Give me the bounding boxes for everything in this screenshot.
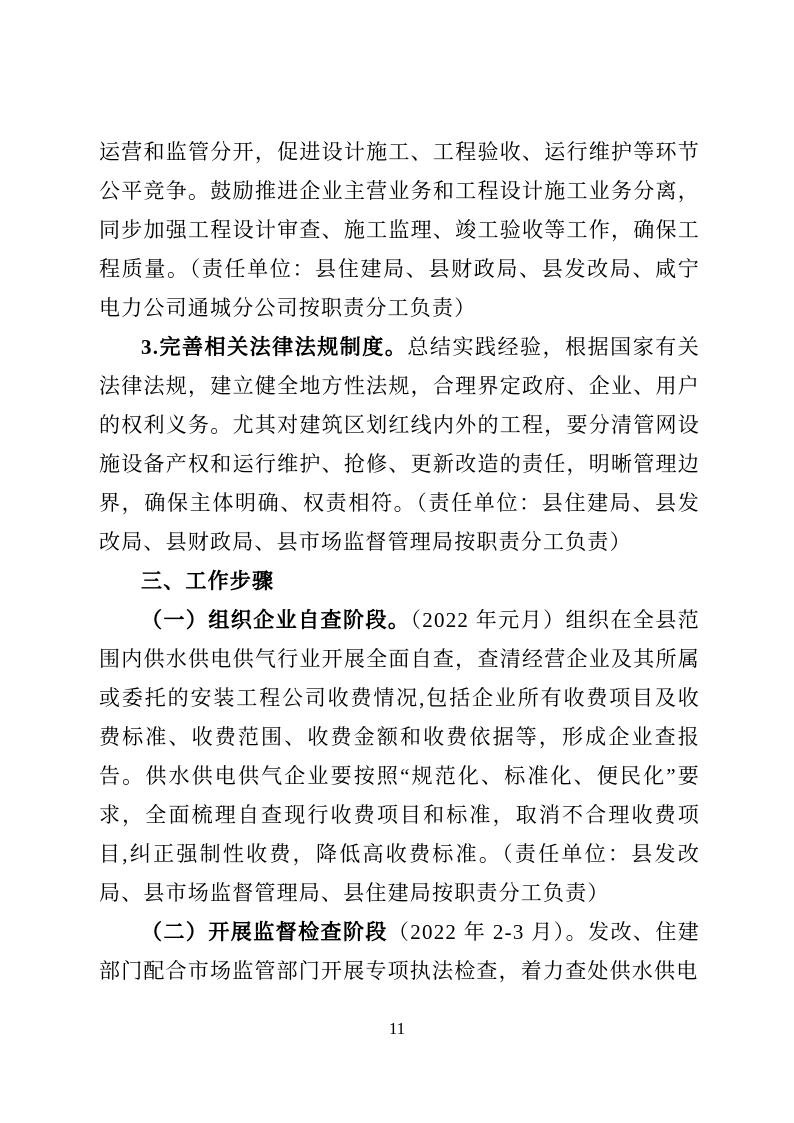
document-body [99,133,700,991]
text-segment-bold: （一）组织企业自查阶段。 [141,608,411,632]
paragraph-continuation [99,133,700,328]
paragraph-stage-1 [99,601,700,913]
page-number: 11 [388,1019,406,1038]
paragraph-stage-2 [99,913,700,991]
text-segment: （2022 年元月）组织在全县范围内供水供电供气行业开展全面自查，查清经营企业及其所属或委托的安装工程公司收费情况,包括企业所有收费项目及收费标准、收费范围、收费金额和收费依据等，形成企业查报告。供水供电供气企业要按照“规范化、标准化、便民化”要求，全面梳理自查现行收费项目和标准，取消不合理收费项目,纠正强制性收费，降低高收费标准。（责任单位：县发改局、县市场监督管理局、县住建局按职责分工负责） [99,608,700,905]
text-segment-bold: （二）开展监督检查阶段 [141,920,388,944]
text-segment: 运营和监管分开，促进设计施工、工程验收、运行维护等环节公平竞争。鼓励推进企业主营业务和工程设计施工业务分离，同步加强工程设计审查、施工监理、竣工验收等工作，确保工程质量。（责任单位：县住建局、县财政局、县发改局、咸宁电力公司通城分公司按职责分工负责） [99,140,700,320]
text-segment-bold: 三、工作步骤 [141,569,275,593]
text-segment: 总结实践经验，根据国家有关法律法规，建立健全地方性法规，合理界定政府、企业、用户的权利义务。尤其对建筑区划红线内外的工程，要分清管网设施设备产权和运行维护、抢修、更新改造的责任，明晰管理边界，确保主体明确、权责相符。（责任单位：县住建局、县发改局、县财政局、县市场监督管理局按职责分工负责） [99,335,700,554]
section-heading-3 [99,562,700,601]
text-segment: （2022 年 2-3 月）。发改、住建部门配合市场监管部门开展专项执法检查，着力查处供水供电 [99,920,700,983]
paragraph-item-3 [99,328,700,562]
text-segment-bold: 3.完善相关法律法规制度。 [141,335,408,359]
page-footer [0,1014,794,1044]
